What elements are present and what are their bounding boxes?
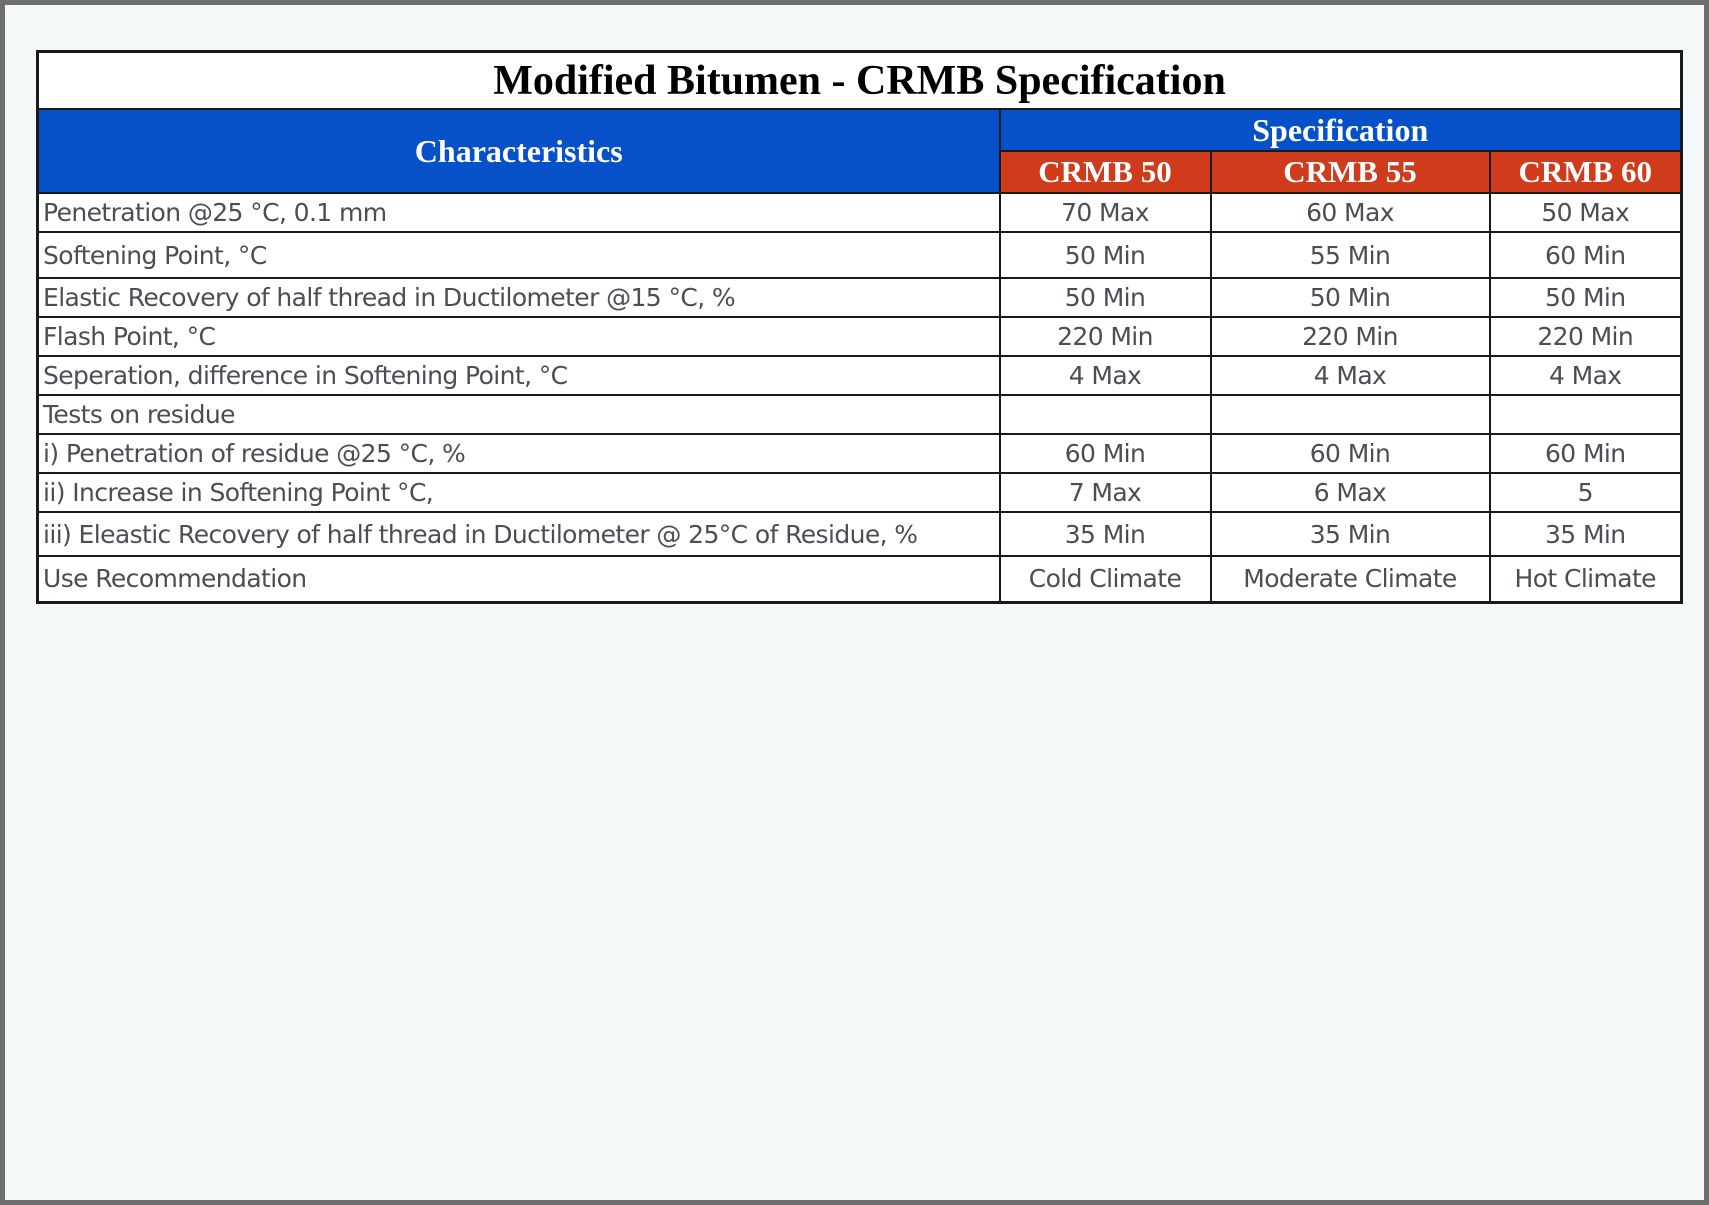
cell-value: 220 Min <box>1490 317 1682 356</box>
cell-value: 35 Min <box>1211 512 1490 556</box>
cell-value: 6 Max <box>1211 473 1490 512</box>
table-row <box>38 232 1682 278</box>
cell-value: 4 Max <box>1000 356 1211 395</box>
row-label: Flash Point, °C <box>38 317 1000 356</box>
cell-value: 4 Max <box>1490 356 1682 395</box>
cell-value <box>1211 395 1490 434</box>
cell-value: 4 Max <box>1211 356 1490 395</box>
cell-value: 35 Min <box>1000 512 1211 556</box>
table-row <box>38 193 1682 232</box>
table-row <box>38 512 1682 556</box>
cell-value: 70 Max <box>1000 193 1211 232</box>
cell-value: 50 Min <box>1000 232 1211 278</box>
cell-value <box>1490 395 1682 434</box>
row-label: i) Penetration of residue @25 °C, % <box>38 434 1000 473</box>
row-label: iii) Eleastic Recovery of half thread in Ductilometer @ 25°C of Residue, % <box>38 512 1000 556</box>
cell-value <box>1000 395 1211 434</box>
row-label: Elastic Recovery of half thread in Ductilometer @15 °C, % <box>38 278 1000 317</box>
cell-value: 5 <box>1490 473 1682 512</box>
cell-value: Hot Climate <box>1490 556 1682 602</box>
cell-value: Cold Climate <box>1000 556 1211 602</box>
cell-value: 60 Min <box>1490 434 1682 473</box>
cell-value: 220 Min <box>1000 317 1211 356</box>
cell-value: 7 Max <box>1000 473 1211 512</box>
cell-value: 50 Min <box>1490 278 1682 317</box>
table-row <box>38 356 1682 395</box>
characteristics-header: Characteristics <box>38 109 1000 193</box>
table-row <box>38 473 1682 512</box>
row-label: Seperation, difference in Softening Point, °C <box>38 356 1000 395</box>
cell-value: 35 Min <box>1490 512 1682 556</box>
table-row <box>38 434 1682 473</box>
cell-value: 60 Min <box>1211 434 1490 473</box>
cell-value: 60 Min <box>1000 434 1211 473</box>
row-label: Penetration @25 °C, 0.1 mm <box>38 193 1000 232</box>
grade-header-crmb-60: CRMB 60 <box>1490 151 1682 193</box>
grade-header-crmb-55: CRMB 55 <box>1211 151 1490 193</box>
cell-value: 50 Max <box>1490 193 1682 232</box>
table-row <box>38 556 1682 602</box>
cell-value: 50 Min <box>1000 278 1211 317</box>
cell-value: 55 Min <box>1211 232 1490 278</box>
specification-header: Specification <box>1000 109 1682 151</box>
cell-value: 220 Min <box>1211 317 1490 356</box>
title-row <box>38 52 1682 110</box>
table-row <box>38 395 1682 434</box>
header-row <box>38 109 1682 151</box>
table-title: Modified Bitumen - CRMB Specification <box>38 52 1682 110</box>
table-row <box>38 317 1682 356</box>
cell-value: 50 Min <box>1211 278 1490 317</box>
table-row <box>38 278 1682 317</box>
row-label: ii) Increase in Softening Point °C, <box>38 473 1000 512</box>
row-label: Use Recommendation <box>38 556 1000 602</box>
cell-value: 60 Max <box>1211 193 1490 232</box>
grade-header-crmb-50: CRMB 50 <box>1000 151 1211 193</box>
cell-value: Moderate Climate <box>1211 556 1490 602</box>
row-label: Tests on residue <box>38 395 1000 434</box>
row-label: Softening Point, °C <box>38 232 1000 278</box>
cell-value: 60 Min <box>1490 232 1682 278</box>
specification-table <box>36 50 1683 604</box>
